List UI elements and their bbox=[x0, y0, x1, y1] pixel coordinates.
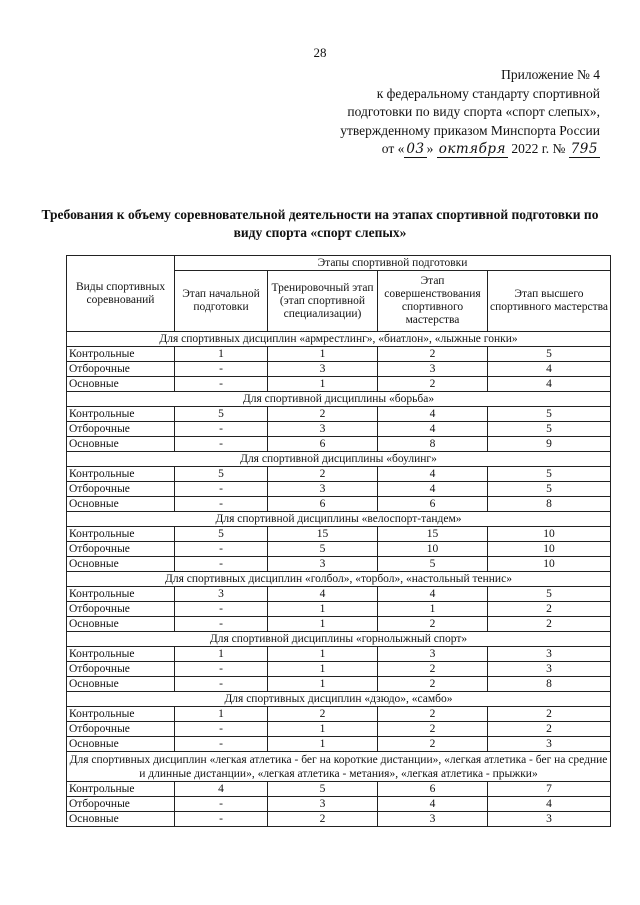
section-header-row bbox=[67, 752, 611, 782]
value-cell: 2 bbox=[488, 707, 611, 722]
table-row bbox=[67, 737, 611, 752]
value-cell: 3 bbox=[378, 812, 488, 827]
date-year: 2022 г. № bbox=[511, 141, 566, 156]
value-cell: 2 bbox=[378, 377, 488, 392]
value-cell: 3 bbox=[488, 647, 611, 662]
stage-header: Этап начальной подготовки bbox=[175, 271, 268, 332]
value-cell: 3 bbox=[268, 362, 378, 377]
value-cell: 5 bbox=[175, 407, 268, 422]
value-cell: - bbox=[175, 497, 268, 512]
value-cell: 5 bbox=[268, 542, 378, 557]
value-cell: - bbox=[175, 797, 268, 812]
section-header-row bbox=[67, 692, 611, 707]
section-header-row bbox=[67, 572, 611, 587]
value-cell: 3 bbox=[268, 422, 378, 437]
value-cell: 5 bbox=[268, 782, 378, 797]
table-row bbox=[67, 602, 611, 617]
value-cell: 8 bbox=[488, 677, 611, 692]
value-cell: 3 bbox=[175, 587, 268, 602]
row-label: Основные bbox=[67, 497, 175, 512]
appendix-line-2: к федеральному стандарту спортивной bbox=[376, 85, 600, 101]
appendix-line-4: утвержденному приказом Минспорта России bbox=[340, 122, 600, 138]
value-cell: - bbox=[175, 602, 268, 617]
value-cell: 10 bbox=[488, 527, 611, 542]
table-row bbox=[67, 677, 611, 692]
table-row bbox=[67, 812, 611, 827]
value-cell: 6 bbox=[378, 782, 488, 797]
value-cell: 15 bbox=[378, 527, 488, 542]
value-cell: 3 bbox=[488, 662, 611, 677]
value-cell: 1 bbox=[175, 707, 268, 722]
row-label: Контрольные bbox=[67, 407, 175, 422]
value-cell: 10 bbox=[488, 542, 611, 557]
appendix-line-3: подготовки по виду спорта «спорт слепых», bbox=[347, 104, 600, 119]
section-header-row bbox=[67, 392, 611, 407]
value-cell: 4 bbox=[488, 377, 611, 392]
value-cell: 2 bbox=[488, 722, 611, 737]
value-cell: 2 bbox=[268, 707, 378, 722]
section-header-row bbox=[67, 512, 611, 527]
value-cell: 5 bbox=[175, 467, 268, 482]
value-cell: 2 bbox=[378, 662, 488, 677]
value-cell: 2 bbox=[378, 347, 488, 362]
value-cell: 1 bbox=[268, 677, 378, 692]
value-cell: 6 bbox=[268, 437, 378, 452]
value-cell: 2 bbox=[268, 467, 378, 482]
value-cell: 8 bbox=[378, 437, 488, 452]
value-cell: 1 bbox=[268, 347, 378, 362]
table-body bbox=[67, 332, 611, 827]
value-cell: 8 bbox=[488, 497, 611, 512]
row-label: Основные bbox=[67, 737, 175, 752]
section-title: Для спортивной дисциплины «велоспорт-тандем» bbox=[67, 512, 611, 527]
table-row bbox=[67, 527, 611, 542]
date-prefix: от « bbox=[381, 141, 405, 156]
row-label: Отборочные bbox=[67, 482, 175, 497]
section-title: Для спортивной дисциплины «боулинг» bbox=[67, 452, 611, 467]
value-cell: 10 bbox=[488, 557, 611, 572]
value-cell: 1 bbox=[268, 722, 378, 737]
group-header-stages: Этапы спортивной подготовки bbox=[175, 256, 611, 271]
row-label: Основные bbox=[67, 437, 175, 452]
value-cell: 9 bbox=[488, 437, 611, 452]
value-cell: 1 bbox=[268, 602, 378, 617]
row-label: Контрольные bbox=[67, 347, 175, 362]
row-label: Контрольные bbox=[67, 527, 175, 542]
value-cell: 5 bbox=[488, 347, 611, 362]
section-title: Для спортивной дисциплины «горнолыжный спорт» bbox=[67, 632, 611, 647]
value-cell: 4 bbox=[488, 797, 611, 812]
section-title: Для спортивных дисциплин «дзюдо», «самбо» bbox=[67, 692, 611, 707]
row-label: Основные bbox=[67, 617, 175, 632]
value-cell: - bbox=[175, 542, 268, 557]
section-title: Для спортивной дисциплины «борьба» bbox=[67, 392, 611, 407]
value-cell: 1 bbox=[268, 662, 378, 677]
value-cell: 5 bbox=[488, 422, 611, 437]
table-row bbox=[67, 647, 611, 662]
row-label: Контрольные bbox=[67, 647, 175, 662]
appendix-line-1: Приложение № 4 bbox=[501, 67, 600, 82]
section-title: Для спортивных дисциплин «легкая атлетика - бег на короткие дистанции», «легкая атлетика - бег на средние и длинные дистанции», «легкая атлетика - метания», «легкая атлетика - прыжки» bbox=[67, 752, 611, 782]
section-title: Для спортивных дисциплин «голбол», «торбол», «настольный теннис» bbox=[67, 572, 611, 587]
row-label: Отборочные bbox=[67, 542, 175, 557]
appendix-date-line bbox=[340, 140, 600, 159]
table-row bbox=[67, 497, 611, 512]
table-row bbox=[67, 542, 611, 557]
section-header-row bbox=[67, 332, 611, 347]
value-cell: 4 bbox=[378, 587, 488, 602]
stage-header: Этап совершенствования спортивного мастерства bbox=[378, 271, 488, 332]
value-cell: 7 bbox=[488, 782, 611, 797]
row-label: Отборочные bbox=[67, 662, 175, 677]
value-cell: 4 bbox=[378, 407, 488, 422]
section-title: Для спортивных дисциплин «армрестлинг», «биатлон», «лыжные гонки» bbox=[67, 332, 611, 347]
value-cell: 3 bbox=[268, 482, 378, 497]
row-label: Основные bbox=[67, 677, 175, 692]
value-cell: - bbox=[175, 677, 268, 692]
value-cell: - bbox=[175, 737, 268, 752]
value-cell: 10 bbox=[378, 542, 488, 557]
value-cell: 4 bbox=[488, 362, 611, 377]
value-cell: 1 bbox=[268, 377, 378, 392]
row-label: Отборочные bbox=[67, 602, 175, 617]
value-cell: 2 bbox=[378, 617, 488, 632]
date-month-handwritten: октября bbox=[438, 141, 506, 157]
table-row bbox=[67, 617, 611, 632]
value-cell: - bbox=[175, 722, 268, 737]
row-label: Контрольные bbox=[67, 587, 175, 602]
document-title: Требования к объему соревновательной деятельности на этапах спортивной подготовки по виду спорта «спорт слепых» bbox=[41, 207, 599, 240]
row-label: Основные bbox=[67, 377, 175, 392]
value-cell: 2 bbox=[488, 602, 611, 617]
table-row bbox=[67, 347, 611, 362]
value-cell: 4 bbox=[378, 467, 488, 482]
value-cell: 2 bbox=[378, 737, 488, 752]
value-cell: 1 bbox=[378, 602, 488, 617]
value-cell: 4 bbox=[378, 422, 488, 437]
row-label: Отборочные bbox=[67, 362, 175, 377]
table-row bbox=[67, 782, 611, 797]
value-cell: 6 bbox=[268, 497, 378, 512]
stage-header: Этап высшего спортивного мастерства bbox=[488, 271, 611, 332]
row-label: Отборочные bbox=[67, 722, 175, 737]
value-cell: 3 bbox=[268, 557, 378, 572]
value-cell: 5 bbox=[488, 467, 611, 482]
row-label: Отборочные bbox=[67, 797, 175, 812]
table-row bbox=[67, 587, 611, 602]
row-label: Основные bbox=[67, 812, 175, 827]
section-header-row bbox=[67, 452, 611, 467]
value-cell: 5 bbox=[378, 557, 488, 572]
row-label: Контрольные bbox=[67, 467, 175, 482]
value-cell: 2 bbox=[378, 677, 488, 692]
value-cell: 2 bbox=[488, 617, 611, 632]
table-row bbox=[67, 707, 611, 722]
value-cell: 1 bbox=[175, 647, 268, 662]
appendix-header bbox=[340, 66, 600, 159]
value-cell: 4 bbox=[378, 797, 488, 812]
value-cell: 2 bbox=[378, 707, 488, 722]
value-cell: 1 bbox=[268, 617, 378, 632]
table-row bbox=[67, 437, 611, 452]
row-label: Контрольные bbox=[67, 707, 175, 722]
value-cell: 2 bbox=[268, 812, 378, 827]
table-row bbox=[67, 797, 611, 812]
value-cell: 2 bbox=[268, 407, 378, 422]
value-cell: 3 bbox=[488, 737, 611, 752]
value-cell: 4 bbox=[175, 782, 268, 797]
table-row bbox=[67, 722, 611, 737]
value-cell: 3 bbox=[268, 797, 378, 812]
section-header-row bbox=[67, 632, 611, 647]
value-cell: - bbox=[175, 482, 268, 497]
value-cell: 1 bbox=[268, 647, 378, 662]
value-cell: - bbox=[175, 437, 268, 452]
table-row bbox=[67, 377, 611, 392]
table-row bbox=[67, 422, 611, 437]
value-cell: 3 bbox=[488, 812, 611, 827]
value-cell: - bbox=[175, 812, 268, 827]
table-row bbox=[67, 557, 611, 572]
table-row bbox=[67, 362, 611, 377]
value-cell: - bbox=[175, 377, 268, 392]
order-number-handwritten: 795 bbox=[570, 141, 598, 157]
value-cell: 2 bbox=[378, 722, 488, 737]
value-cell: 1 bbox=[175, 347, 268, 362]
value-cell: 1 bbox=[268, 737, 378, 752]
table-row bbox=[67, 407, 611, 422]
value-cell: 5 bbox=[488, 407, 611, 422]
row-header-competition-types: Виды спортивных соревнований bbox=[67, 256, 175, 332]
value-cell: 5 bbox=[488, 587, 611, 602]
value-cell: 6 bbox=[378, 497, 488, 512]
requirements-table bbox=[66, 255, 611, 827]
value-cell: - bbox=[175, 362, 268, 377]
table-row bbox=[67, 467, 611, 482]
value-cell: - bbox=[175, 422, 268, 437]
date-mid: » bbox=[426, 141, 434, 156]
table-row bbox=[67, 662, 611, 677]
value-cell: 4 bbox=[268, 587, 378, 602]
value-cell: - bbox=[175, 662, 268, 677]
value-cell: 3 bbox=[378, 647, 488, 662]
row-label: Контрольные bbox=[67, 782, 175, 797]
value-cell: - bbox=[175, 557, 268, 572]
value-cell: 3 bbox=[378, 362, 488, 377]
value-cell: 15 bbox=[268, 527, 378, 542]
value-cell: - bbox=[175, 617, 268, 632]
value-cell: 5 bbox=[488, 482, 611, 497]
table-row bbox=[67, 482, 611, 497]
row-label: Основные bbox=[67, 557, 175, 572]
row-label: Отборочные bbox=[67, 422, 175, 437]
value-cell: 4 bbox=[378, 482, 488, 497]
page-number: 28 bbox=[313, 45, 327, 60]
date-day-handwritten: 03 bbox=[406, 141, 425, 157]
value-cell: 5 bbox=[175, 527, 268, 542]
stage-header: Тренировочный этап (этап спортивной специализации) bbox=[268, 271, 378, 332]
